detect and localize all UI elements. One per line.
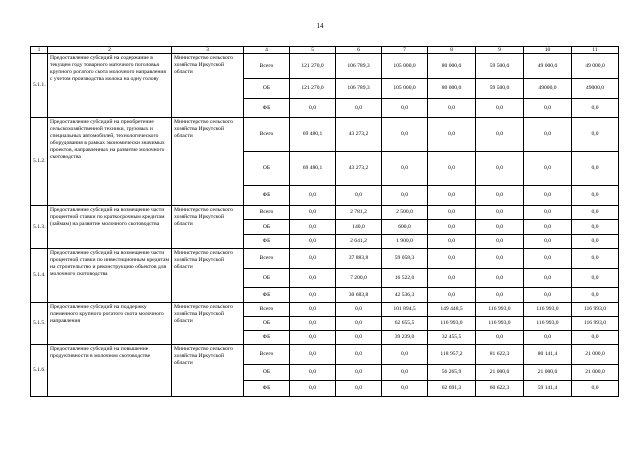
funding-source: ОБ xyxy=(244,269,290,288)
row-number: 5.1.3. xyxy=(31,206,48,249)
amount-cell: 2 500,0 xyxy=(382,206,428,220)
amount-cell: 0,0 xyxy=(524,331,572,345)
funding-source: ФБ xyxy=(244,186,290,206)
amount-cell: 0,0 xyxy=(476,99,524,118)
amount-cell: 0,0 xyxy=(572,206,619,220)
amount-cell: 0,0 xyxy=(524,186,572,206)
amount-cell: 0,0 xyxy=(336,303,382,317)
header-cell-11: 11 xyxy=(572,47,619,54)
amount-cell: 116 993,0 xyxy=(476,303,524,317)
amount-cell: 0,0 xyxy=(382,381,428,397)
amount-cell: 118 957,2 xyxy=(428,345,476,365)
amount-cell: 116 993,0 xyxy=(524,303,572,317)
page-number: 14 xyxy=(316,22,324,30)
amount-cell: 0,0 xyxy=(572,288,619,303)
row-number: 5.1.6. xyxy=(31,345,48,397)
header-cell-5: 5 xyxy=(290,47,336,54)
amount-cell: 0,0 xyxy=(336,381,382,397)
amount-cell: 42 536,3 xyxy=(382,288,428,303)
amount-cell: 0,0 xyxy=(476,152,524,186)
funding-source: ФБ xyxy=(244,381,290,397)
amount-cell: 0,0 xyxy=(572,235,619,249)
measure-description: Предоставление субсидий на возмещение части процентной ставки по инвестиционным кредитам на строительство и реконструкцию объектов для молочного скотоводства xyxy=(48,249,172,303)
header-row xyxy=(31,47,619,54)
funding-source: ОБ xyxy=(244,152,290,186)
amount-cell: 0,0 xyxy=(476,249,524,269)
amount-cell: 116 993,0 xyxy=(476,317,524,331)
funding-source: ОБ xyxy=(244,79,290,99)
amount-cell: 0,0 xyxy=(428,99,476,118)
amount-cell: 0,0 xyxy=(476,269,524,288)
amount-cell: 116 993,0 xyxy=(572,303,619,317)
amount-cell: 0,0 xyxy=(290,249,336,269)
amount-cell: 80 000,0 xyxy=(428,79,476,99)
amount-cell: 2 781,2 xyxy=(336,206,382,220)
amount-cell: 0,0 xyxy=(382,118,428,152)
table-row xyxy=(31,249,619,269)
amount-cell: 0,0 xyxy=(428,118,476,152)
amount-cell: 0,0 xyxy=(476,331,524,345)
amount-cell: 0,0 xyxy=(336,365,382,381)
amount-cell: 0,0 xyxy=(476,186,524,206)
amount-cell: 21 000,0 xyxy=(476,365,524,381)
amount-cell: 0,0 xyxy=(524,220,572,235)
amount-cell: 0,0 xyxy=(428,220,476,235)
amount-cell: 49 000,0 xyxy=(524,54,572,79)
amount-cell: 0,0 xyxy=(428,269,476,288)
row-number: 5.1.5. xyxy=(31,303,48,345)
amount-cell: 16 522,0 xyxy=(382,269,428,288)
amount-cell: 62 691,3 xyxy=(428,381,476,397)
header-cell-4: 4 xyxy=(244,47,290,54)
table-row xyxy=(31,54,619,79)
amount-cell: 43 273,2 xyxy=(336,152,382,186)
amount-cell: 0,0 xyxy=(524,118,572,152)
amount-cell: 140,0 xyxy=(336,220,382,235)
executor: Министерство сельского хозяйства Иркутской области xyxy=(172,54,244,118)
amount-cell: 116 993,0 xyxy=(524,317,572,331)
row-number: 5.1.4. xyxy=(31,249,48,303)
amount-cell: 0,0 xyxy=(572,249,619,269)
amount-cell: 105 000,0 xyxy=(382,79,428,99)
funding-source: ОБ xyxy=(244,317,290,331)
amount-cell: 37 883,8 xyxy=(336,249,382,269)
funding-source: Всего xyxy=(244,249,290,269)
funding-source: ФБ xyxy=(244,331,290,345)
header-cell-9: 9 xyxy=(476,47,524,54)
amount-cell: 0,0 xyxy=(524,249,572,269)
header-cell-7: 7 xyxy=(382,47,428,54)
amount-cell: 2 641,2 xyxy=(336,235,382,249)
row-number: 5.1.2. xyxy=(31,118,48,206)
amount-cell: 69 480,1 xyxy=(290,152,336,186)
amount-cell: 0,0 xyxy=(336,99,382,118)
amount-cell: 106 789,3 xyxy=(336,79,382,99)
amount-cell: 0,0 xyxy=(290,381,336,397)
amount-cell: 30 683,8 xyxy=(336,288,382,303)
amount-cell: 0,0 xyxy=(524,99,572,118)
amount-cell: 0,0 xyxy=(290,303,336,317)
executor: Министерство сельского хозяйства Иркутской области xyxy=(172,303,244,345)
amount-cell: 0,0 xyxy=(290,220,336,235)
funding-source: ОБ xyxy=(244,220,290,235)
measure-description: Предоставление субсидий на повышение продуктивности в молочном скотоводстве xyxy=(48,345,172,397)
amount-cell: 80 141,4 xyxy=(524,345,572,365)
amount-cell: 0,0 xyxy=(572,381,619,397)
funding-source: Всего xyxy=(244,206,290,220)
amount-cell: 0,0 xyxy=(290,206,336,220)
amount-cell: 0,0 xyxy=(572,99,619,118)
header-cell-10: 10 xyxy=(524,47,572,54)
amount-cell: 49 000,0 xyxy=(572,54,619,79)
amount-cell: 121 270,0 xyxy=(290,79,336,99)
amount-cell: 0,0 xyxy=(572,331,619,345)
amount-cell: 106 789,3 xyxy=(336,54,382,79)
amount-cell: 116 993,0 xyxy=(428,317,476,331)
amount-cell: 32 455,5 xyxy=(428,331,476,345)
executor: Министерство сельского хозяйства Иркутской области xyxy=(172,249,244,303)
amount-cell: 59 500,0 xyxy=(476,54,524,79)
amount-cell: 80 000,0 xyxy=(428,54,476,79)
amount-cell: 21 000,0 xyxy=(572,345,619,365)
amount-cell: 69 480,1 xyxy=(290,118,336,152)
amount-cell: 0,0 xyxy=(336,186,382,206)
funding-source: ОБ xyxy=(244,365,290,381)
table-row xyxy=(31,303,619,317)
header-cell-2: 2 xyxy=(48,47,172,54)
funding-source: Всего xyxy=(244,54,290,79)
amount-cell: 0,0 xyxy=(476,288,524,303)
table-row xyxy=(31,345,619,365)
amount-cell: 59 500,0 xyxy=(476,79,524,99)
executor: Министерство сельского хозяйства Иркутской области xyxy=(172,345,244,397)
amount-cell: 49000,0 xyxy=(572,79,619,99)
amount-cell: 0,0 xyxy=(572,220,619,235)
funding-source: Всего xyxy=(244,118,290,152)
amount-cell: 0,0 xyxy=(290,99,336,118)
measure-description: Предоставление субсидий на возмещение части процентной ставки по краткосрочным кредитам (займам) на развитие молочного скотоводства xyxy=(48,206,172,249)
amount-cell: 81 622,3 xyxy=(476,345,524,365)
amount-cell: 149 448,5 xyxy=(428,303,476,317)
amount-cell: 0,0 xyxy=(290,365,336,381)
funding-source: ФБ xyxy=(244,288,290,303)
amount-cell: 62 655,5 xyxy=(382,317,428,331)
amount-cell: 0,0 xyxy=(290,331,336,345)
amount-cell: 0,0 xyxy=(428,186,476,206)
amount-cell: 0,0 xyxy=(572,152,619,186)
amount-cell: 0,0 xyxy=(428,152,476,186)
amount-cell: 121 270,0 xyxy=(290,54,336,79)
measure-description: Предоставление субсидий на поддержку племенного крупного рогатого скота молочного направления xyxy=(48,303,172,345)
amount-cell: 0,0 xyxy=(290,345,336,365)
amount-cell: 0,0 xyxy=(476,118,524,152)
header-cell-1: 1 xyxy=(31,47,48,54)
amount-cell: 0,0 xyxy=(336,331,382,345)
amount-cell: 0,0 xyxy=(476,220,524,235)
amount-cell: 0,0 xyxy=(382,99,428,118)
amount-cell: 0,0 xyxy=(336,345,382,365)
amount-cell: 0,0 xyxy=(382,186,428,206)
header-cell-8: 8 xyxy=(428,47,476,54)
table-row xyxy=(31,118,619,152)
amount-cell: 0,0 xyxy=(428,206,476,220)
amount-cell: 59 058,3 xyxy=(382,249,428,269)
amount-cell: 105 000,0 xyxy=(382,54,428,79)
amount-cell: 0,0 xyxy=(572,269,619,288)
amount-cell: 0,0 xyxy=(476,235,524,249)
amount-cell: 56 265,9 xyxy=(428,365,476,381)
amount-cell: 60 622,3 xyxy=(476,381,524,397)
amount-cell: 1 900,0 xyxy=(382,235,428,249)
amount-cell: 116 993,0 xyxy=(572,317,619,331)
amount-cell: 101 894,5 xyxy=(382,303,428,317)
funding-source: Всего xyxy=(244,303,290,317)
amount-cell: 0,0 xyxy=(524,206,572,220)
amount-cell: 0,0 xyxy=(428,288,476,303)
amount-cell: 0,0 xyxy=(428,235,476,249)
amount-cell: 0,0 xyxy=(524,235,572,249)
header-cell-6: 6 xyxy=(336,47,382,54)
executor: Министерство сельского хозяйства Иркутской области xyxy=(172,118,244,206)
amount-cell: 39 239,0 xyxy=(382,331,428,345)
header-cell-3: 3 xyxy=(172,47,244,54)
amount-cell: 0,0 xyxy=(524,288,572,303)
amount-cell: 0,0 xyxy=(336,317,382,331)
row-number: 5.1.1. xyxy=(31,54,48,118)
amount-cell: 0,0 xyxy=(524,269,572,288)
amount-cell: 0,0 xyxy=(476,206,524,220)
executor: Министерство сельского хозяйства Иркутской области xyxy=(172,206,244,249)
amount-cell: 21 000,0 xyxy=(524,365,572,381)
amount-cell: 600,0 xyxy=(382,220,428,235)
funding-source: ФБ xyxy=(244,235,290,249)
amount-cell: 0,0 xyxy=(290,269,336,288)
amount-cell: 0,0 xyxy=(382,345,428,365)
amount-cell: 21 000,0 xyxy=(572,365,619,381)
amount-cell: 43 273,2 xyxy=(336,118,382,152)
funding-source: ФБ xyxy=(244,99,290,118)
amount-cell: 0,0 xyxy=(382,365,428,381)
amount-cell: 0,0 xyxy=(524,152,572,186)
measure-description: Предоставление субсидий на содержание в текущем году товарного маточного поголовья крупного рогатого скота молочного направления с учетом производства молока на одну голову xyxy=(48,54,172,118)
table-row xyxy=(31,206,619,220)
amount-cell: 0,0 xyxy=(290,288,336,303)
amount-cell: 0,0 xyxy=(290,186,336,206)
amount-cell: 0,0 xyxy=(290,317,336,331)
amount-cell: 49000,0 xyxy=(524,79,572,99)
subsidy-table xyxy=(30,46,619,397)
measure-description: Предоставление субсидий на приобретение сельскохозяйственной техники, грузовых и специальных автомобилей, технологического оборудования в рамках экономически значимых проектов, направленных на развитие молочного скотоводства xyxy=(48,118,172,206)
amount-cell: 59 141,4 xyxy=(524,381,572,397)
amount-cell: 0,0 xyxy=(428,249,476,269)
amount-cell: 7 200,0 xyxy=(336,269,382,288)
amount-cell: 0,0 xyxy=(572,118,619,152)
amount-cell: 0,0 xyxy=(290,235,336,249)
amount-cell: 0,0 xyxy=(572,186,619,206)
amount-cell: 0,0 xyxy=(382,152,428,186)
funding-source: Всего xyxy=(244,345,290,365)
